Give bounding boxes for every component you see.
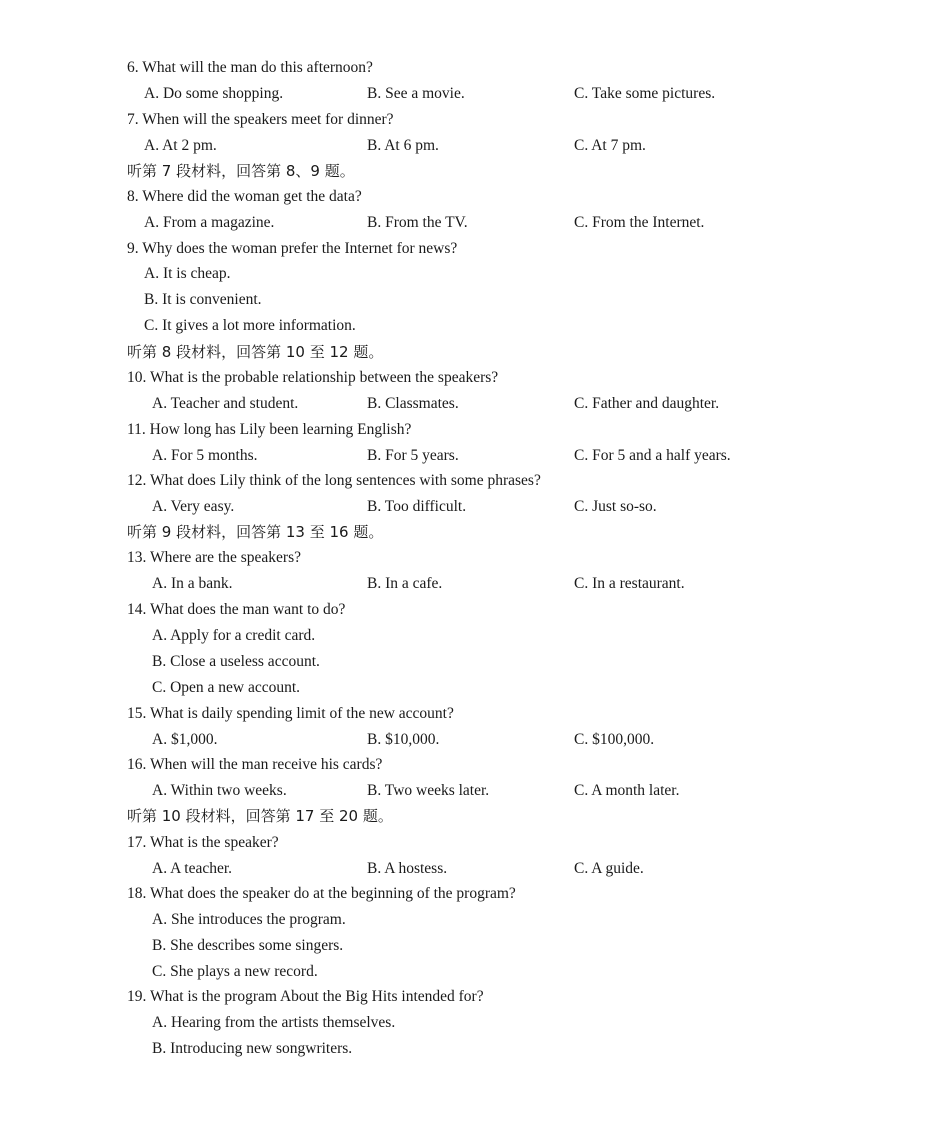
question-12: 12. What does Lily think of the long sentences with some phrases?: [127, 472, 541, 489]
q14-option-b: B. Close a useless account.: [152, 653, 320, 670]
q13-option-c: C. In a restaurant.: [574, 575, 685, 592]
q11-option-c: C. For 5 and a half years.: [574, 447, 731, 464]
q14-option-c: C. Open a new account.: [152, 679, 301, 696]
question-8: 8. Where did the woman get the data?: [127, 188, 362, 205]
q8-option-c: C. From the Internet.: [574, 214, 705, 231]
q11-option-a: A. For 5 months.: [152, 447, 258, 464]
question-19: 19. What is the program About the Big Hits intended for?: [127, 988, 484, 1005]
q6-option-a: A. Do some shopping.: [144, 85, 284, 102]
q18-option-a: A. She introduces the program.: [152, 911, 346, 928]
q16-option-c: C. A month later.: [574, 782, 680, 799]
q16-option-a: A. Within two weeks.: [152, 782, 287, 799]
section-heading-10: 听第 10 段材料，回答第 17 至 20 题。: [127, 807, 393, 825]
q12-option-b: B. Too difficult.: [367, 498, 467, 515]
section-heading-8: 听第 8 段材料，回答第 10 至 12 题。: [127, 343, 384, 361]
q15-option-c: C. $100,000.: [574, 731, 655, 748]
q19-option-b: B. Introducing new songwriters.: [152, 1040, 353, 1057]
q7-option-b: B. At 6 pm.: [367, 137, 439, 154]
q17-option-c: C. A guide.: [574, 860, 644, 877]
q18-option-b: B. She describes some singers.: [152, 937, 344, 954]
q14-option-a: A. Apply for a credit card.: [152, 627, 316, 644]
question-9: 9. Why does the woman prefer the Internet for news?: [127, 240, 458, 257]
q16-option-b: B. Two weeks later.: [367, 782, 490, 799]
q9-option-b: B. It is convenient.: [144, 291, 262, 308]
q19-option-a: A. Hearing from the artists themselves.: [152, 1014, 396, 1031]
q7-option-c: C. At 7 pm.: [574, 137, 646, 154]
q9-option-a: A. It is cheap.: [144, 265, 231, 282]
question-7: 7. When will the speakers meet for dinner?: [127, 111, 394, 128]
q15-option-a: A. $1,000.: [152, 731, 218, 748]
q7-option-a: A. At 2 pm.: [144, 137, 217, 154]
question-18: 18. What does the speaker do at the beginning of the program?: [127, 885, 516, 902]
question-16: 16. When will the man receive his cards?: [127, 756, 383, 773]
section-heading-9: 听第 9 段材料，回答第 13 至 16 题。: [127, 523, 384, 541]
question-14: 14. What does the man want to do?: [127, 601, 346, 618]
q13-option-a: A. In a bank.: [152, 575, 233, 592]
q11-option-b: B. For 5 years.: [367, 447, 459, 464]
q10-option-a: A. Teacher and student.: [152, 395, 299, 412]
question-6: 6. What will the man do this afternoon?: [127, 59, 373, 76]
q15-option-b: B. $10,000.: [367, 731, 440, 748]
section-heading-7: 听第 7 段材料，回答第 8、9 题。: [127, 162, 355, 180]
q10-option-c: C. Father and daughter.: [574, 395, 720, 412]
q8-option-b: B. From the TV.: [367, 214, 468, 231]
q9-option-c: C. It gives a lot more information.: [144, 317, 356, 334]
question-13: 13. Where are the speakers?: [127, 549, 301, 566]
q12-option-a: A. Very easy.: [152, 498, 235, 515]
q6-option-c: C. Take some pictures.: [574, 85, 716, 102]
q8-option-a: A. From a magazine.: [144, 214, 275, 231]
q6-option-b: B. See a movie.: [367, 85, 465, 102]
question-15: 15. What is daily spending limit of the new account?: [127, 705, 454, 722]
q17-option-b: B. A hostess.: [367, 860, 448, 877]
question-10: 10. What is the probable relationship between the speakers?: [127, 369, 499, 386]
question-17: 17. What is the speaker?: [127, 834, 279, 851]
question-11: 11. How long has Lily been learning English?: [127, 421, 412, 438]
q13-option-b: B. In a cafe.: [367, 575, 443, 592]
q10-option-b: B. Classmates.: [367, 395, 459, 412]
q17-option-a: A. A teacher.: [152, 860, 233, 877]
q12-option-c: C. Just so-so.: [574, 498, 657, 515]
q18-option-c: C. She plays a new record.: [152, 963, 318, 980]
